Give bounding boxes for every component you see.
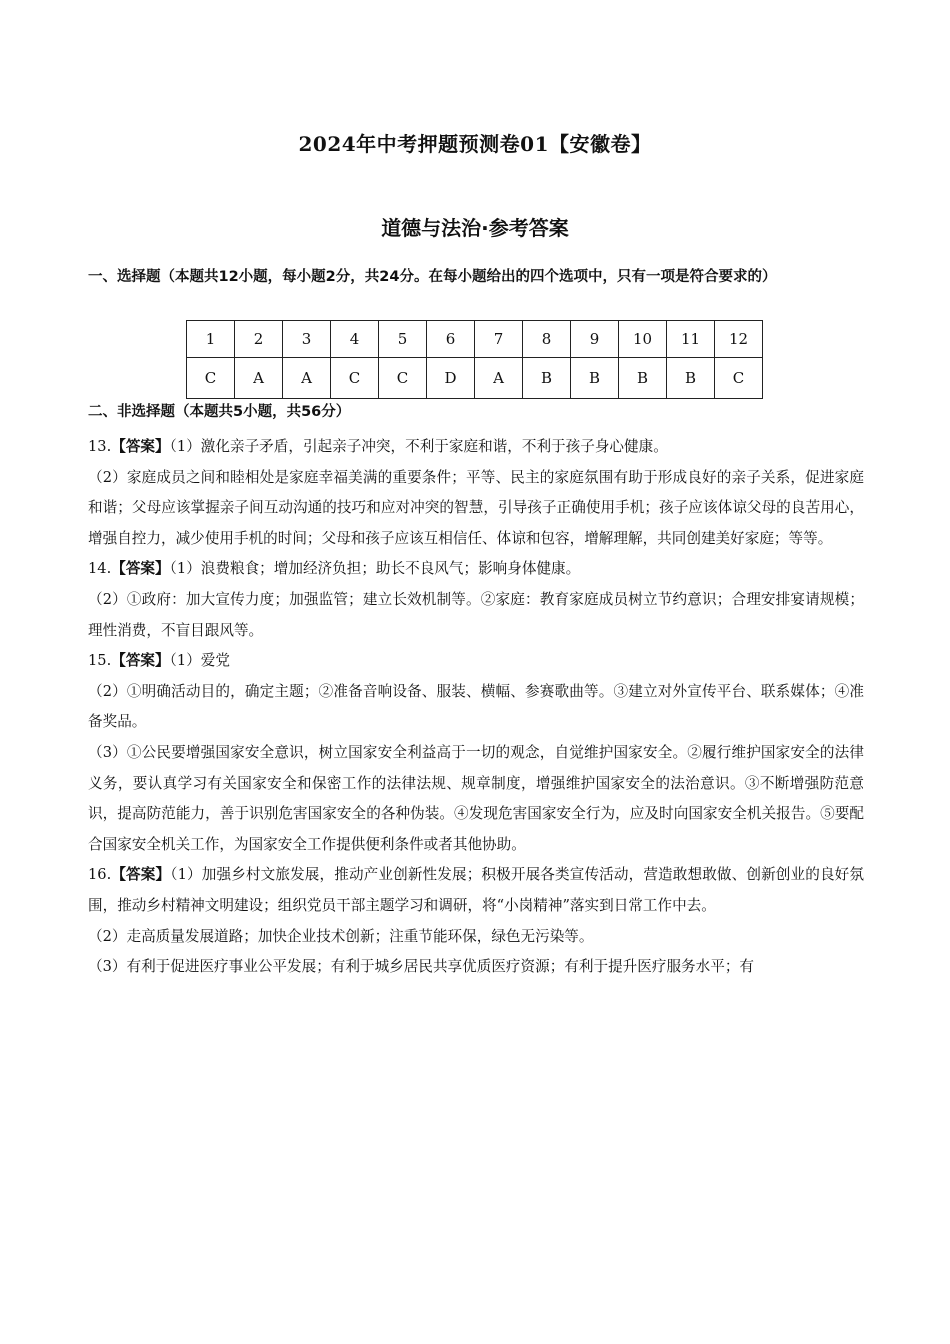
- answer-letter-cell: C: [379, 358, 427, 399]
- answer-letter-cell: B: [523, 358, 571, 399]
- question-number: 16.: [88, 866, 112, 884]
- answer-paragraph: [88, 432, 864, 463]
- answer-letter-cell: B: [667, 358, 715, 399]
- answer-table-answer-row: [187, 358, 763, 399]
- exam-title: 2024年中考押题预测卷01【安徽卷】: [298, 132, 652, 156]
- answer-part: （1）激化亲子矛盾，引起亲子冲突，不利于家庭和谐，不利于孩子身心健康。: [169, 438, 668, 455]
- answer-letter-cell: D: [427, 358, 475, 399]
- answer-marker: 【答案】: [111, 866, 171, 884]
- answer-number-cell: 7: [475, 321, 523, 358]
- answer-marker: 【答案】: [111, 560, 170, 578]
- answer-part: （1）加强乡村文旅发展，推动产业创新性发展；积极开展各类宣传活动，营造敢想敢做、创新创业的良好氛围，推动乡村精神文明建设；组织党员干部主题学习和调研，将“小岗精神”落实到日常工作中去。: [88, 866, 864, 914]
- answer-paragraph: [88, 860, 864, 921]
- answer-paragraph: [88, 554, 864, 585]
- answer-table: [186, 320, 763, 399]
- answer-number-cell: 6: [427, 321, 475, 358]
- answer-number-cell: 11: [667, 321, 715, 358]
- question-number: 13.: [88, 438, 112, 455]
- answer-paragraph: （2）①明确活动目的，确定主题；②准备音响设备、服装、横幅、参赛歌曲等。③建立对外宣传平台、联系媒体；④准备奖品。: [88, 682, 864, 731]
- exam-subtitle: 道德与法治·参考答案: [381, 216, 569, 240]
- answer-number-cell: 1: [187, 321, 235, 358]
- answer-table-number-row: [187, 321, 763, 358]
- answer-paragraph: （3）①公民要增强国家安全意识，树立国家安全利益高于一切的观念，自觉维护国家安全。②履行维护国家安全的法律义务，要认真学习有关国家安全和保密工作的法律法规、规章制度，增强维护国家安全的法治意识。③不断增强防范意识，提高防范能力，善于识别危害国家安全的各种伪装。④发现危害国家安全行为，应及时向国家安全机关报告。⑤要配合国家安全机关工作，为国家安全工作提供便利条件或者其他协助。: [88, 743, 864, 853]
- answer-marker: 【答案】: [111, 438, 170, 455]
- answer-number-cell: 2: [235, 321, 283, 358]
- answer-paragraph: [88, 646, 864, 677]
- answer-letter-cell: C: [331, 358, 379, 399]
- answer-paragraph: （2）家庭成员之间和睦相处是家庭幸福美满的重要条件；平等、民主的家庭氛围有助于形成良好的亲子关系，促进家庭和谐；父母应该掌握亲子间互动沟通的技巧和应对冲突的智慧，引导孩子正确使用手机；孩子应该体谅父母的良苦用心，增强自控力，减少使用手机的时间；父母和孩子应该互相信任、体谅和包容，增解理解，共同创建美好家庭；等等。: [88, 468, 864, 547]
- answer-letter-cell: A: [475, 358, 523, 399]
- answer-paragraph: （2）走高质量发展道路；加快企业技术创新；注重节能环保，绿色无污染等。: [88, 927, 594, 945]
- answer-paragraph: （3）有利于促进医疗事业公平发展；有利于城乡居民共享优质医疗资源；有利于提升医疗服务水平；有: [88, 958, 755, 976]
- answer-part: （1）浪费粮食；增加经济负担；助长不良风气；影响身体健康。: [169, 560, 581, 578]
- answer-paragraph: （2）①政府：加大宣传力度；加强监管；建立长效机制等。②家庭：教育家庭成员树立节约意识；合理安排宴请规模；理性消费，不盲目跟风等。: [88, 590, 864, 639]
- section-2-heading: 二、非选择题（本题共5小题，共56分）: [88, 404, 351, 420]
- answer-marker: 【答案】: [111, 652, 170, 670]
- question-number: 15.: [88, 652, 112, 670]
- answer-letter-cell: C: [715, 358, 763, 399]
- answer-letter-cell: A: [235, 358, 283, 399]
- answer-letter-cell: C: [187, 358, 235, 399]
- answer-number-cell: 4: [331, 321, 379, 358]
- answer-number-cell: 8: [523, 321, 571, 358]
- section-1-heading: 一、选择题（本题共12小题，每小题2分，共24分。在每小题给出的四个选项中，只有一项是符合要求的）: [88, 269, 777, 285]
- answer-number-cell: 5: [379, 321, 427, 358]
- question-number: 14.: [88, 560, 112, 578]
- answer-number-cell: 10: [619, 321, 667, 358]
- answer-part: （1）爱党: [169, 652, 230, 670]
- answer-number-cell: 12: [715, 321, 763, 358]
- answers-body: [88, 432, 864, 983]
- answer-number-cell: 9: [571, 321, 619, 358]
- answer-number-cell: 3: [283, 321, 331, 358]
- answer-letter-cell: A: [283, 358, 331, 399]
- answer-letter-cell: B: [571, 358, 619, 399]
- answer-letter-cell: B: [619, 358, 667, 399]
